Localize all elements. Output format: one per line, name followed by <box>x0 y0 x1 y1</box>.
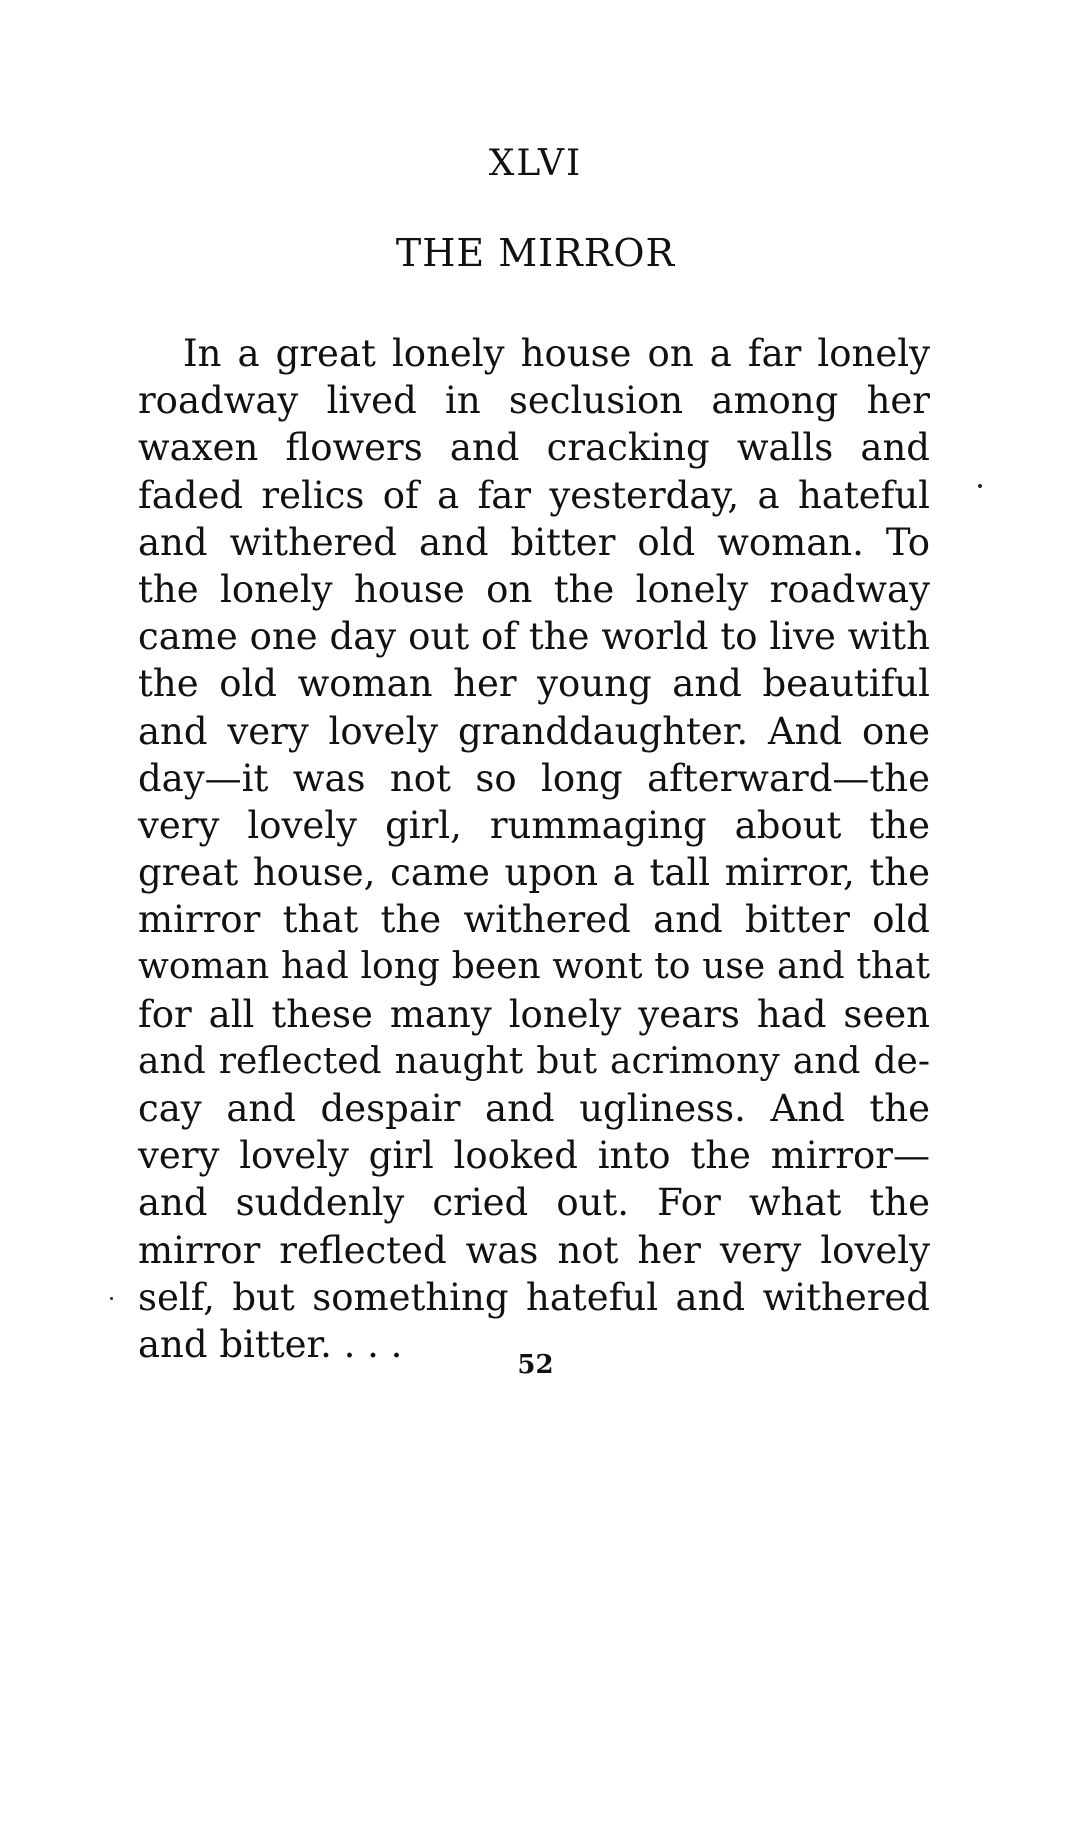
chapter-number: XLVI <box>488 143 583 184</box>
text-line: very lovely girl, rummaging about the <box>138 803 930 847</box>
text-line: very lovely girl looked into the mirror— <box>138 1134 930 1178</box>
text-line: waxen flowers and cracking walls and <box>138 426 930 470</box>
text-line: and suddenly cried out. For what the <box>138 1181 930 1225</box>
text-line: and reflected naught but acrimony and de- <box>138 1040 930 1082</box>
text-line: and withered and bitter old woman. To <box>138 520 930 564</box>
text-line: roadway lived in seclusion among her <box>138 379 930 423</box>
text-line: great house, came upon a tall mirror, the <box>138 851 930 895</box>
text-line: came one day out of the world to live with <box>138 615 930 659</box>
text-line: for all these many lonely years had seen <box>138 992 930 1036</box>
text-line: mirror that the withered and bitter old <box>138 898 930 942</box>
body-paragraph <box>138 330 930 1368</box>
chapter-title: THE MIRROR <box>395 231 676 275</box>
text-line: cay and despair and ugliness. And the <box>138 1087 930 1130</box>
text-line: day—it was not so long afterward—the <box>138 756 930 800</box>
text-line: faded relics of a far yesterday, a hateful <box>138 473 930 517</box>
text-line: woman had long been wont to use and that <box>138 946 930 988</box>
page-number: 52 <box>517 1350 554 1380</box>
text-line: the lonely house on the lonely roadway <box>138 567 930 611</box>
text-line: and bitter. . . . <box>138 1322 403 1366</box>
text-line: self, but something hateful and withered <box>138 1275 930 1319</box>
text-line: mirror reflected was not her very lovely <box>138 1228 930 1272</box>
scan-speck <box>978 484 982 488</box>
text-line: In a great lonely house on a far lonely <box>183 332 930 375</box>
text-line: and very lovely granddaughter. And one <box>138 709 930 753</box>
text-line: the old woman her young and beautiful <box>138 662 930 706</box>
scan-speck <box>110 1297 113 1300</box>
